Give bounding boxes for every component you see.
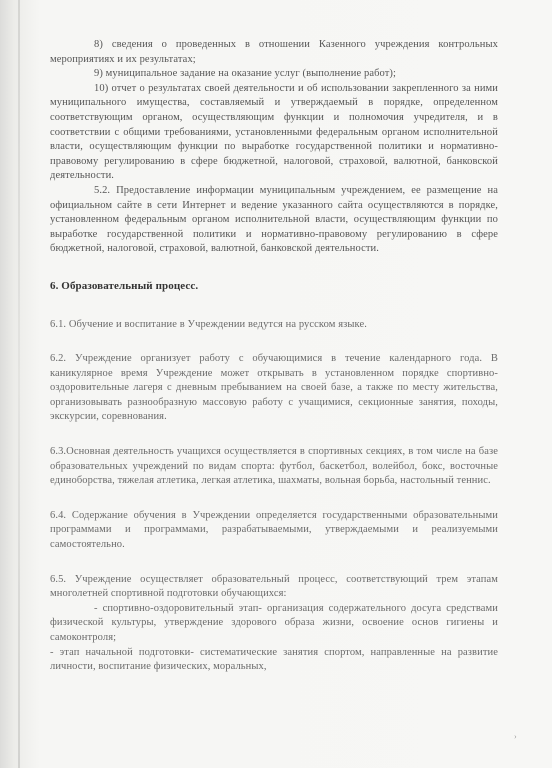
paragraph-item-10: 10) отчет о результатах своей деятельности и об использовании закрепленного за ними муниципального имущества, составляемый и утверждаемый в порядке, определенном соответствующим органом, осуществляющим функции и полномочия учредителя, и в соответствии с общими требованиями, установленными федеральным органом исполнительной власти, осуществляющим функции по выработке государственной политики и нормативно-правовому регулированию в сфере бюджетной, налоговой, страховой, валютной, банковской деятельности. [50,82,498,182]
paragraph-6-5: 6.5. Учреждение осуществляет образовательный процесс, соответствующий трем этапам многолетней спортивной подготовки обучающихся: [50,573,498,600]
paragraph-6-3: 6.3.Основная деятельность учащихся осуществляется в спортивных секциях, в том числе на базе образовательных учреждений по видам спорта: футбол, баскетбол, волейбол, бокс, восточные единоборства, тяжелая атлетика, легкая атлетика, шахматы, вольная борьба, настольный теннис. [50,446,498,487]
paragraph-6-2: 6.2. Учреждение организует работу с обучающимися в течение календарного года. В каникулярное время Учреждение может открывать в установленном порядке спортивно-оздоровительные лагеря с дневным пребыванием на своей базе, а также по месту жительства, организовывать разнообразную массовую работу с учащимися, секционные занятия, походы, экскурсии, соревнования. [50,353,498,423]
document-body [50,38,498,675]
paragraph-6-1: 6.1. Обучение и воспитание в Учреждении ведутся на русском языке. [50,318,367,330]
page-edge-mark: › [514,732,517,741]
paragraph-6-5-item-1: - спортивно-оздоровительный этап- организация содержательного досуга средствами физической культуры, утверждение здорового образа жизни, освоение основ гигиены и самоконтроля; [50,602,498,643]
paragraph-item-8: 8) сведения о проведенных в отношении Казенного учреждения контрольных мероприятиях и их результатах; [50,39,498,65]
paragraph-item-9: 9) муниципальное задание на оказание услуг (выполнение работ); [94,68,397,80]
paragraph-6-4: 6.4. Содержание обучения в Учреждении определяется государственными образовательными программами и программами, разрабатываемыми, утверждаемыми и реализуемыми самостоятельно. [50,509,498,551]
scan-fold-shadow [18,0,20,768]
paragraph-5-2: 5.2. Предоставление информации муниципальным учреждением, ее размещение на официальном сайте в сети Интернет и ведение указанного сайта осуществляются в порядке, установленном федеральным органом исполнительной власти, осуществляющим функции по выработке государственной политики и нормативно-правовому регулированию в сфере бюджетной, налоговой, страховой, валютной, банковской деятельности. [50,184,498,255]
section-title: 6. Образовательный процесс. [50,279,199,292]
paragraph-6-5-item-2: - этап начальной подготовки- систематические занятия спортом, направленные на развитие личности, воспитание физических, моральных, [50,646,498,673]
